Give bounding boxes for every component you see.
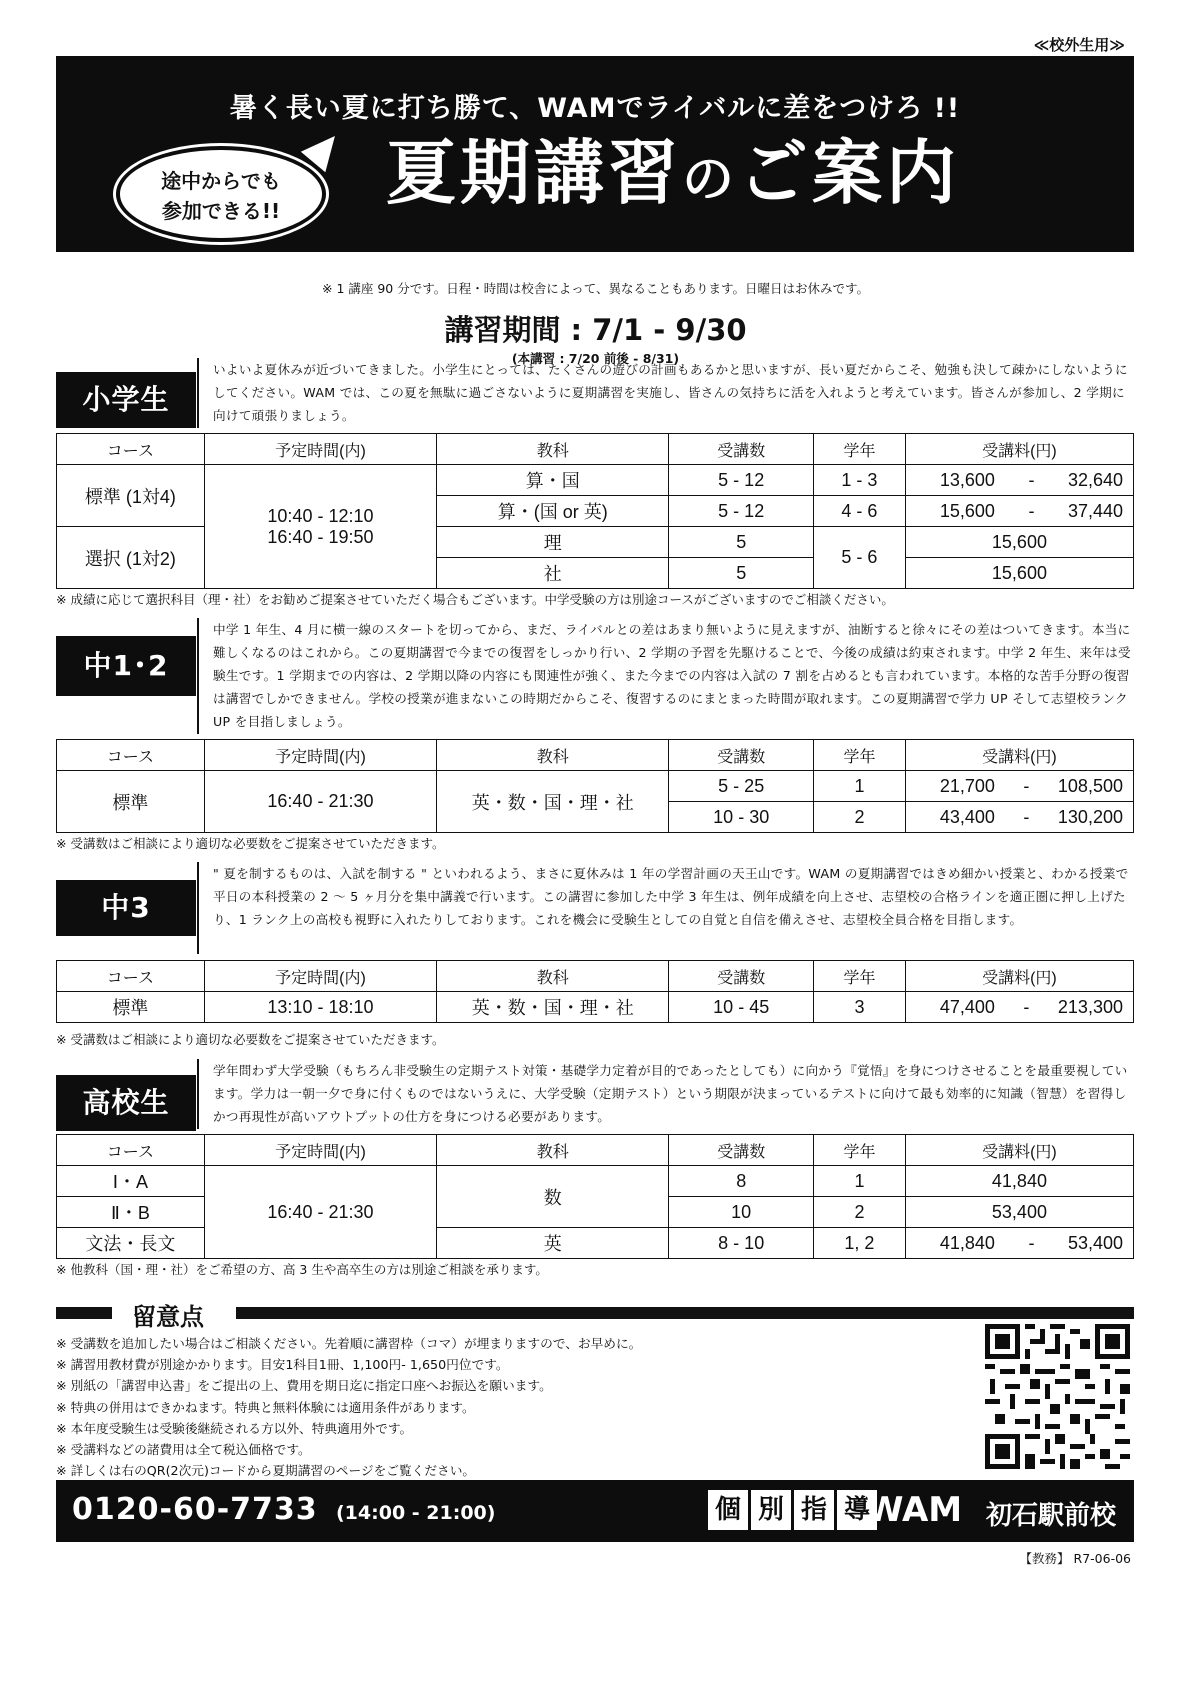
- course-cell: 選択 (1対2): [57, 527, 205, 589]
- footnote-jh3: ※ 受講数はご相談により適切な必要数をご提案させていただきます。: [56, 1032, 445, 1047]
- header-course: コース: [57, 961, 205, 992]
- intro-jh12: 中学 1 年生、4 月に横一線のスタートを切ってから、まだ、ライバルとの差はあまり無いように見えますが、油断すると徐々にその差はついてきます。本当に難しくなるのはこれから。この夏期講習で今までの復習をしっかり行い、2 学期の予習を先駆けることで、今後の成績は約束されます。中学 2 年生、来年は受験生です。1 学期までの内容は、2 学期以降の内容にも関連性が強く、また今までの内容は入試の 7 割を占めるとも言われています。本格的な苦手分野の復習は講習でしかできません。学校の授業が進まないこの時期だからこそ、復習するのにまとまった時間が取れます。この夏期講習で学力 UP そして志望校ランク UP を目指しましょう。: [197, 618, 1134, 734]
- attention-title: 留意点: [132, 1303, 204, 1331]
- table-row: [57, 771, 1134, 802]
- fee-min: 43,400: [939, 806, 995, 827]
- course-cell: Ⅰ・A: [57, 1166, 205, 1197]
- count-cell: 5 - 12: [669, 465, 814, 496]
- grade-cell: 2: [814, 1197, 906, 1228]
- fee-max: 53,400: [1067, 1232, 1123, 1253]
- count-cell: 10 - 45: [669, 992, 814, 1023]
- hero-tagline: 暑く長い夏に打ち勝て、WAMでライバルに差をつけろ !!: [229, 93, 961, 124]
- subject-cell: 英: [437, 1228, 669, 1259]
- attention-heading: [56, 1297, 1134, 1331]
- fee-min: 47,400: [939, 996, 995, 1017]
- header-count: 受講数: [669, 740, 814, 771]
- header-count: 受講数: [669, 1135, 814, 1166]
- header-time: 予定時間(内): [204, 1135, 436, 1166]
- footnote-hs: ※ 他教科（国・理・社）をご希望の方、高 3 生や高卒生の方は別途ご相談を承ります。: [56, 1262, 548, 1277]
- fee-cell: [905, 992, 1133, 1023]
- fee-min: 21,700: [939, 775, 995, 796]
- fee-sep: -: [1028, 500, 1035, 521]
- table-row: [57, 465, 1134, 496]
- table-header-row: [57, 961, 1134, 992]
- count-cell: 8 - 10: [669, 1228, 814, 1259]
- fee-cell: 15,600: [905, 558, 1133, 589]
- count-cell: 10 - 30: [669, 802, 814, 833]
- fee-sep: -: [1028, 469, 1035, 490]
- table-hs: [56, 1134, 1134, 1259]
- grade-cell: 1: [814, 771, 906, 802]
- intro-elementary: いよいよ夏休みが近づいてきました。小学生にとっては、たくさんの遊びの計画もあるかと思いますが、長い夏だからこそ、勉強も決して疎かにしないようにしてください。WAM では、この夏を無駄に過ごさないように夏期講習を実施し、皆さんの気持ちに活を入れようと考えています。皆さんが参加し、2 学期に向けて頑張りましょう。: [197, 358, 1134, 428]
- header-fee: 受講料(円): [905, 740, 1133, 771]
- bubble-line-2: 参加できる!!: [161, 199, 281, 223]
- course-cell: 文法・長文: [57, 1228, 205, 1259]
- subject-cell: 英・数・国・理・社: [437, 771, 669, 833]
- section-label-elementary: 小学生: [56, 372, 196, 428]
- time-cell: 13:10 - 18:10: [204, 992, 436, 1023]
- fee-max: 32,640: [1067, 469, 1123, 490]
- table-jh3: [56, 960, 1134, 1023]
- fee-min: 15,600: [939, 500, 995, 521]
- grade-cell: 1, 2: [814, 1228, 906, 1259]
- table-elementary: [56, 433, 1134, 589]
- list-item: ※ 受講料などの諸費用は全て税込価格です。: [56, 1442, 311, 1458]
- intro-jh3: " 夏を制するものは、入試を制する " といわれるよう、まさに夏休みは 1 年の学習計画の天王山です。WAM の夏期講習ではきめ細かい授業と、わかる授業で平日の本科授業の 2 ～ 5 ヶ月分を集中講義で行います。この講習に参加した中学 3 年生は、例年成績を向上させ、志望校の合格ラインを適正圏に押し上げたり、1 ランク上の高校も視野に入れたりしております。これを機会に受験生としての自覚と自信を備えさせ、志望校全員合格を目指します。: [197, 862, 1134, 954]
- table-header-row: [57, 434, 1134, 465]
- fee-cell: 41,840: [905, 1166, 1133, 1197]
- brand-logo: [708, 1490, 880, 1530]
- header-time: 予定時間(内): [204, 961, 436, 992]
- qr-code[interactable]: [985, 1324, 1130, 1469]
- count-cell: 5: [669, 558, 814, 589]
- list-item: ※ 詳しくは右のQR(2次元)コードから夏期講習のページをご覧ください。: [56, 1463, 476, 1479]
- brand-char: 指: [794, 1490, 834, 1530]
- header-subject: 教科: [437, 961, 669, 992]
- fee-cell: [905, 496, 1133, 527]
- brand-char: 導: [837, 1490, 877, 1530]
- section-label-jh3: 中3: [56, 880, 196, 936]
- fee-cell: 15,600: [905, 527, 1133, 558]
- header-fee: 受講料(円): [905, 434, 1133, 465]
- header-subject: 教科: [437, 434, 669, 465]
- fee-sep: -: [1023, 996, 1030, 1017]
- audience-tag: ≪校外生用≫: [1033, 36, 1125, 54]
- table-header-row: [57, 1135, 1134, 1166]
- main-course-period: (本講習 : 7/20 前後 - 8/31): [511, 351, 680, 366]
- school-name: 初石駅前校: [986, 1501, 1117, 1531]
- hero-title-b: ご案内: [738, 132, 961, 214]
- subject-cell: 英・数・国・理・社: [437, 992, 669, 1023]
- grade-cell: 4 - 6: [814, 496, 906, 527]
- footnote-elementary: ※ 成績に応じて選択科目（理・社）をお勧めご提案させていただく場合もございます。中学受験の方は別途コースがございますのでご相談ください。: [56, 592, 894, 607]
- schedule-note: ※ 1 講座 90 分です。日程・時間は校舎によって、異なることもあります。日曜日はお休みです。: [322, 281, 869, 296]
- grade-cell: 2: [814, 802, 906, 833]
- subject-cell: 数: [437, 1166, 669, 1228]
- count-cell: 10: [669, 1197, 814, 1228]
- header-count: 受講数: [669, 434, 814, 465]
- subject-cell: 算・(国 or 英): [437, 496, 669, 527]
- hero-title: [386, 132, 961, 214]
- fee-min: 13,600: [939, 469, 995, 490]
- fee-cell: 53,400: [905, 1197, 1133, 1228]
- bubble-line-1: 途中からでも: [161, 169, 281, 193]
- document-code: 【教務】 R7-06-06: [1019, 1551, 1131, 1566]
- section-label-hs: 高校生: [56, 1075, 196, 1131]
- header-course: コース: [57, 1135, 205, 1166]
- phone-number[interactable]: 0120-60-7733: [72, 1492, 318, 1527]
- fee-cell: [905, 802, 1133, 833]
- course-period: 講習期間 : 7/1 - 9/30: [444, 313, 747, 347]
- time-cell: 16:40 - 21:30: [204, 771, 436, 833]
- header-course: コース: [57, 740, 205, 771]
- fee-cell: [905, 465, 1133, 496]
- time-cell: 16:40 - 21:30: [204, 1166, 436, 1259]
- footnote-jh12: ※ 受講数はご相談により適切な必要数をご提案させていただきます。: [56, 836, 445, 851]
- course-cell: 標準: [57, 771, 205, 833]
- subject-cell: 算・国: [437, 465, 669, 496]
- fee-max: 37,440: [1067, 500, 1123, 521]
- brand-char: 個: [708, 1490, 748, 1530]
- phone-hours: (14:00 - 21:00): [336, 1502, 496, 1524]
- grade-cell: 1 - 3: [814, 465, 906, 496]
- subject-cell: 社: [437, 558, 669, 589]
- header-fee: 受講料(円): [905, 1135, 1133, 1166]
- count-cell: 5: [669, 527, 814, 558]
- fee-sep: -: [1028, 1232, 1035, 1253]
- fee-max: 130,200: [1057, 806, 1123, 827]
- brand-char: 別: [751, 1490, 791, 1530]
- fee-sep: -: [1023, 775, 1030, 796]
- grade-cell: 1: [814, 1166, 906, 1197]
- course-cell: 標準 (1対4): [57, 465, 205, 527]
- header-fee: 受講料(円): [905, 961, 1133, 992]
- table-row: [57, 1166, 1134, 1197]
- time-cell: [204, 465, 436, 589]
- fee-max: 108,500: [1057, 775, 1123, 796]
- table-row: [57, 992, 1134, 1023]
- time-1: 10:40 - 12:10: [267, 505, 374, 526]
- fee-cell: [905, 771, 1133, 802]
- list-item: ※ 別紙の「講習申込書」をご提出の上、費用を期日迄に指定口座へお振込を願います。: [56, 1378, 552, 1394]
- course-cell: Ⅱ・B: [57, 1197, 205, 1228]
- header-grade: 学年: [814, 961, 906, 992]
- heading-bar-left: [56, 1307, 112, 1319]
- intro-hs: 学年問わず大学受験（もちろん非受験生の定期テスト対策・基礎学力定着が目的であったとしても）に向かう『覚悟』を身につけさせることを最重要視しています。学力は一朝一夕で身に付くものではないうえに、大学受験（定期テスト）という期限が決まっているテストに向けて最も効率的に知識（智慧）を習得しかつ再現性が高いアウトプットの仕方を身につける必要があります。: [197, 1059, 1134, 1129]
- hero-title-no: の: [682, 150, 739, 210]
- hero-banner: [56, 56, 1134, 252]
- count-cell: 5 - 25: [669, 771, 814, 802]
- header-time: 予定時間(内): [204, 434, 436, 465]
- header-subject: 教科: [437, 1135, 669, 1166]
- brand-name: WAM: [866, 1490, 963, 1530]
- section-label-jh12: 中1･2: [56, 636, 196, 696]
- list-item: ※ 特典の併用はできかねます。特典と無料体験には適用条件があります。: [56, 1399, 475, 1415]
- header-grade: 学年: [814, 740, 906, 771]
- course-cell: 標準: [57, 992, 205, 1023]
- footer-bar: [56, 1480, 1134, 1542]
- header-grade: 学年: [814, 434, 906, 465]
- list-item: ※ 受講数を追加したい場合はご相談ください。先着順に講習枠（コマ）が埋まりますので、お早めに。: [56, 1336, 642, 1351]
- header-subject: 教科: [437, 740, 669, 771]
- grade-cell: 5 - 6: [814, 527, 906, 589]
- heading-bar-right: [236, 1307, 1134, 1319]
- fee-max: 213,300: [1057, 996, 1123, 1017]
- list-item: ※ 本年度受験生は受験後継続される方以外、特典適用外です。: [56, 1420, 413, 1436]
- time-2: 16:40 - 19:50: [267, 526, 374, 547]
- speech-bubble: [116, 146, 326, 242]
- table-jh12: [56, 739, 1134, 833]
- header-grade: 学年: [814, 1135, 906, 1166]
- fee-min: 41,840: [939, 1232, 995, 1253]
- hero-title-a: 夏期講習: [386, 132, 682, 214]
- count-cell: 8: [669, 1166, 814, 1197]
- fee-sep: -: [1023, 806, 1030, 827]
- subject-cell: 理: [437, 527, 669, 558]
- fee-cell: [905, 1228, 1133, 1259]
- table-header-row: [57, 740, 1134, 771]
- grade-cell: 3: [814, 992, 906, 1023]
- list-item: ※ 講習用教材費が別途かかります。目安1科目1冊、1,100円- 1,650円位です。: [56, 1357, 509, 1373]
- header-time: 予定時間(内): [204, 740, 436, 771]
- header-course: コース: [57, 434, 205, 465]
- attention-list: [56, 1333, 641, 1481]
- count-cell: 5 - 12: [669, 496, 814, 527]
- header-count: 受講数: [669, 961, 814, 992]
